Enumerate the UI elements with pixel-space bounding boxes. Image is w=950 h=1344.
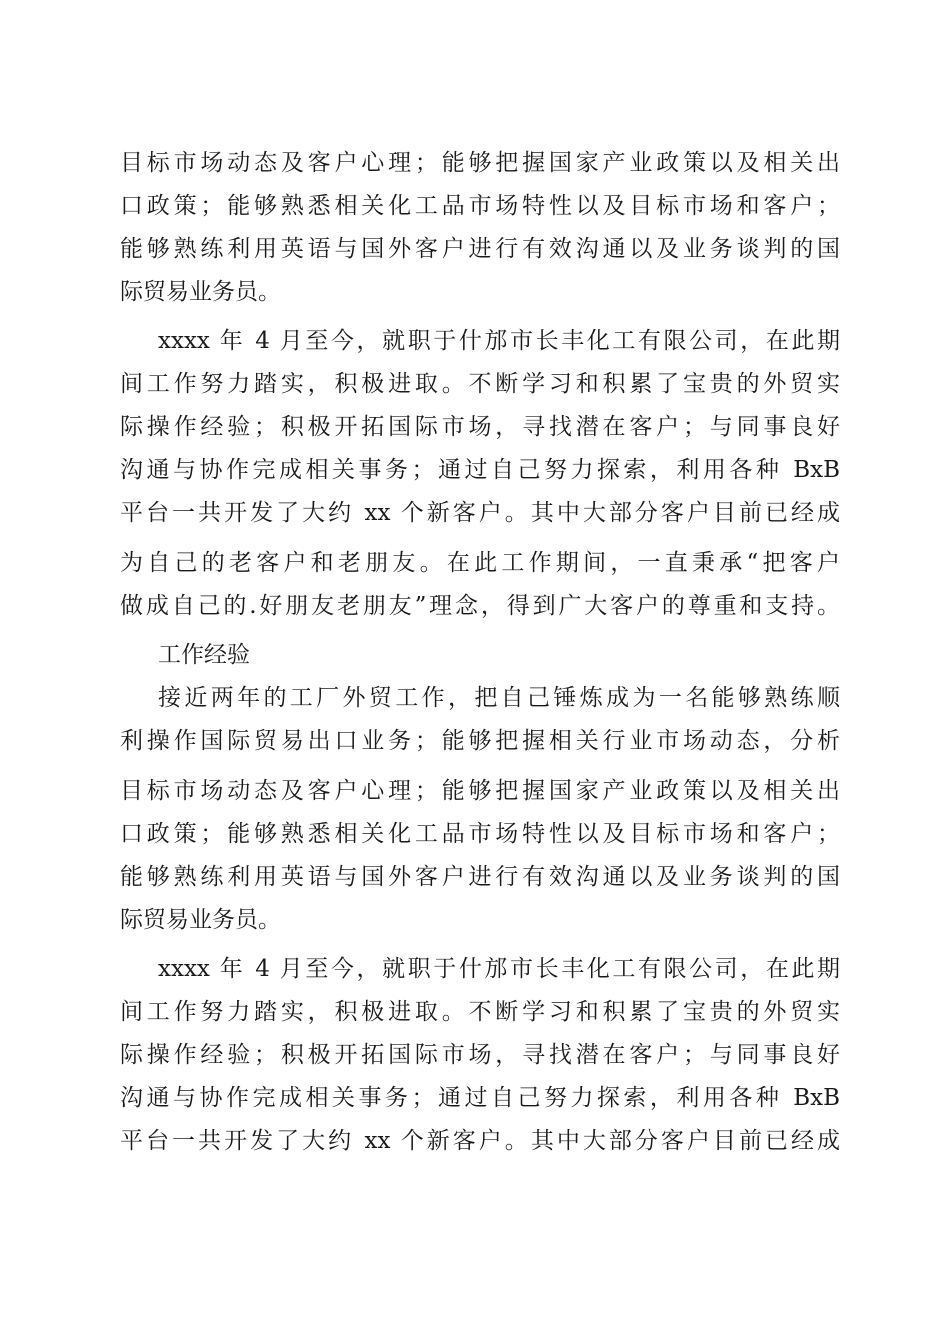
text-line: 为自己的老客户和老朋友。在此工作期间，一直秉承“把客户: [120, 550, 840, 576]
text-line: 口政策；能够熟悉相关化工品市场特性以及目标市场和客户；: [120, 193, 840, 219]
text-line: 接近两年的工厂外贸工作，把自己锤炼成为一名能够熟练顺: [158, 685, 840, 711]
text-line: 做成自己的.好朋友老朋友”理念，得到广大客户的尊重和支持。: [120, 593, 840, 619]
text-line: 目标市场动态及客户心理；能够把握国家产业政策以及相关出: [120, 778, 840, 804]
text-line: xxxx 年 4 月至今，就职于什邡市长丰化工有限公司，在此期: [158, 956, 840, 982]
text-line: 间工作努力踏实，积极进取。不断学习和积累了宝贵的外贸实: [120, 371, 840, 397]
text-line: 口政策；能够熟悉相关化工品市场特性以及目标市场和客户；: [120, 821, 840, 847]
text-line: 际贸易业务员。: [120, 279, 281, 305]
text-line: 目标市场动态及客户心理；能够把握国家产业政策以及相关出: [120, 150, 840, 176]
text-line: xxxx 年 4 月至今，就职于什邡市长丰化工有限公司，在此期: [158, 328, 840, 354]
text-line: 际操作经验；积极开拓国际市场，寻找潜在客户；与同事良好: [120, 414, 840, 440]
section-heading: 工作经验: [158, 642, 250, 668]
text-line: 平台一共开发了大约 xx 个新客户。其中大部分客户目前已经成: [120, 500, 840, 526]
text-line: 间工作努力踏实，积极进取。不断学习和积累了宝贵的外贸实: [120, 999, 840, 1025]
text-line: 沟通与协作完成相关事务；通过自己努力探索，利用各种 BxB: [120, 457, 840, 483]
text-line: 际操作经验；积极开拓国际市场，寻找潜在客户；与同事良好: [120, 1042, 840, 1068]
text-line: 平台一共开发了大约 xx 个新客户。其中大部分客户目前已经成: [120, 1128, 840, 1154]
text-line: 际贸易业务员。: [120, 907, 281, 933]
text-line: 沟通与协作完成相关事务；通过自己努力探索，利用各种 BxB: [120, 1085, 840, 1111]
text-line: 利操作国际贸易出口业务；能够把握相关行业市场动态，分析: [120, 728, 840, 754]
text-line: 能够熟练利用英语与国外客户进行有效沟通以及业务谈判的国: [120, 864, 840, 890]
text-line: 能够熟练利用英语与国外客户进行有效沟通以及业务谈判的国: [120, 236, 840, 262]
